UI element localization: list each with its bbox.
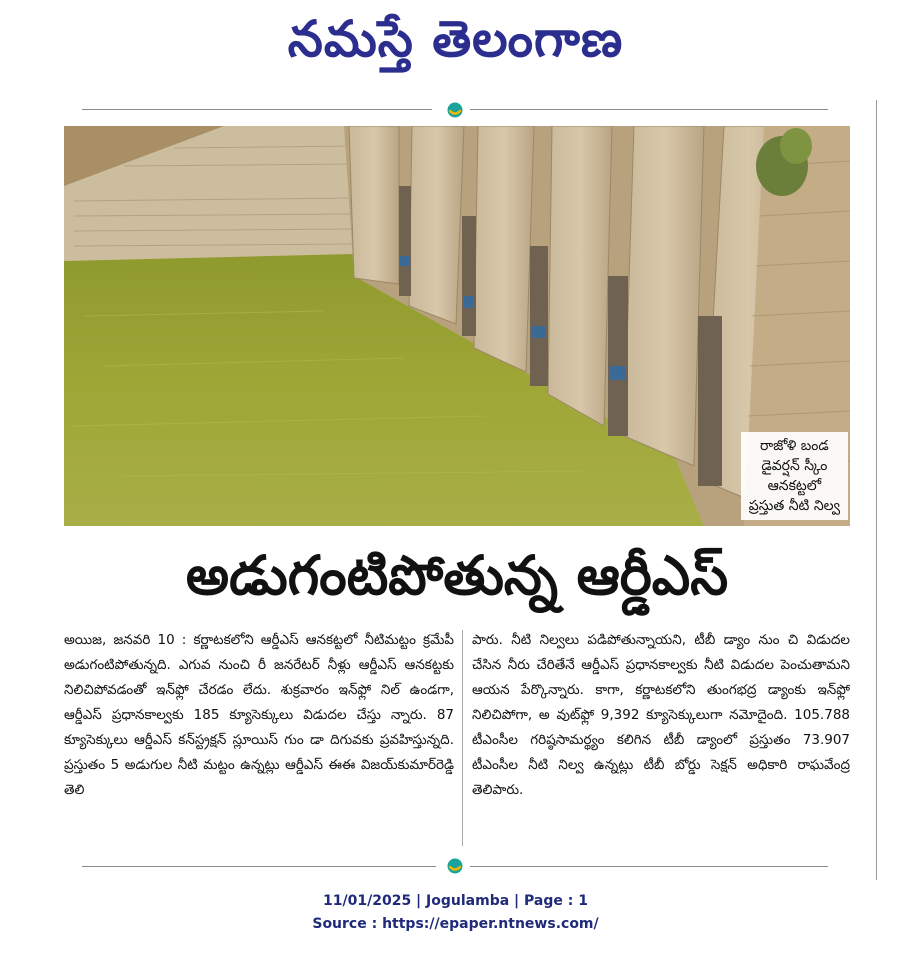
photo-caption [741,432,848,520]
article-headline: అడుగంటిపోతున్న ఆర్డీఎస్ [185,544,729,607]
brand-logo-icon [446,101,464,119]
caption-line: ఆనకట్టలో [767,478,822,494]
bottom-rule-right [470,866,828,867]
article-column-right: పారు. నీటి నిల్వలు పడిపోతున్నాయని, టీబీ డ్యాం నుం చి విడుదల చేసిన నీరు చేరితేనే ఆర్డీఎస్ ప్రధానకాల్వకు నీటి విడుదల పెంచుతామని ఆయన పేర్కొన్నారు. కాగా, కర్ణాటకలోని తుంగభద్ర డ్యాంకు ఇన్‌ఫ్లో నిలిచిపోగా, అ వుట్‌ఫ్లో 9,392 క్యూసెక్కులుగా నమోదైంది. 105.788 టీఎంసీల గరిష్ఠసామర్థ్యం కలిగిన టీబీ డ్యాంలో ప్రస్తుతం 73.907 టీఎంసీల నీటి నిల్వ ఉన్నట్లు టీబీ బోర్డు సెక్షన్ అధికారి రాఘవేంద్ర తెలిపారు. [472,632,850,798]
source-line[interactable]: Source : https://epaper.ntnews.com/ [312,916,599,932]
strip-divider [876,100,877,880]
edition-line: 11/01/2025 | Jogulamba | Page : 1 [323,893,588,909]
column-divider [462,630,463,846]
masthead-title: నమస్తే తెలంగాణ [287,10,624,68]
article-column-left: అయిజ, జనవరి 10 : కర్ణాటకలోని ఆర్డీఎస్ ఆనకట్టలో నీటిమట్టం క్రమేపీ అడుగంటిపోతున్నది. ఎగువ నుంచి రీ జనరేటర్ నీళ్లు ఆర్డీఎస్ ఆనకట్టకు నిలిచిపోవడంతో ఇన్‌ఫ్లో చేరడం లేదు. శుక్రవారం ఇన్‌ఫ్లో నిల్ ఉండగా, ఆర్డీఎస్ ప్రధానకాల్వకు 185 క్యూసెక్కులు విడుదల చేస్తు న్నారు. 87 క్యూసెక్కులు ఆర్డీఎస్ కన్‌స్ట్రక్షన్ స్లూయిస్ గుం డా దిగువకు ప్రవహిస్తున్నది. ప్రస్తుతం 5 అడుగుల నీటి మట్టం ఉన్నట్లు ఆర్డీఎస్ ఈఈ విజయ్‌కుమార్‌రెడ్డి తెలి [64,632,454,798]
caption-line: డైవర్షన్ స్కీం [761,458,828,474]
top-rule-left [82,109,432,110]
top-rule-right [470,109,828,110]
dam-photo [64,126,850,526]
dam-photo-illustration [64,126,850,526]
bottom-rule-left [82,866,436,867]
adjacent-article-strip [874,100,911,880]
caption-line: రాజోళి బండ [760,438,829,454]
caption-line: ప్రస్తుత నీటి నిల్వ [748,498,840,514]
brand-logo-icon-bottom [446,857,464,875]
